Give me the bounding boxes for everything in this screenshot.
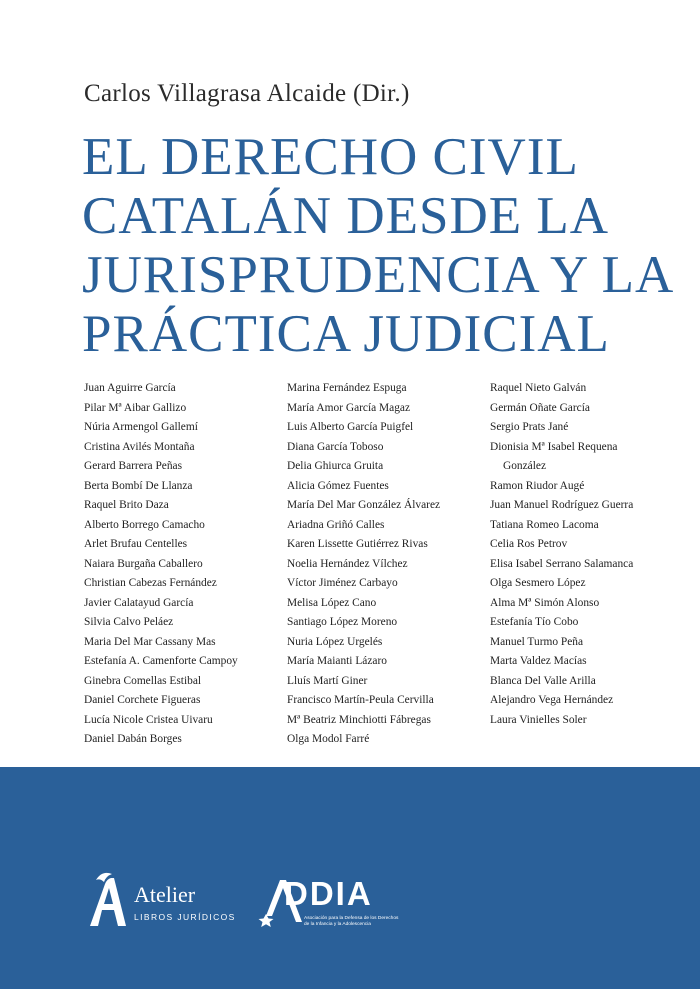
atelier-a-logo-icon [86, 870, 130, 932]
contributor-name: Manuel Turmo Peña [490, 635, 584, 648]
contributor-name: Elisa Isabel Serrano Salamanca [490, 557, 634, 570]
partner-subtitle-line: Asociación para la Defensa de los Derechos [304, 916, 399, 921]
book-title [82, 128, 682, 364]
contributors-column-2 [287, 379, 440, 750]
contributor-name: Silvia Calvo Peláez [84, 616, 174, 628]
contributor-name: Delia Ghiurca Gruita [287, 460, 384, 472]
contributor-name: Gerard Barrera Peñas [84, 460, 183, 472]
contributor-name: Juan Manuel Rodríguez Guerra [490, 499, 634, 511]
contributor-name-continued: González [503, 460, 547, 472]
contributor-name: Karen Lissette Gutiérrez Rivas [287, 538, 428, 550]
contributor-name: Tatiana Romeo Lacoma [490, 518, 599, 531]
contributor-name: María Maianti Lázaro [287, 655, 387, 667]
contributor-name: Daniel Dabán Borges [84, 733, 182, 745]
contributor-name: Naiara Burgaña Caballero [84, 557, 203, 570]
contributor-name: Melisa López Cano [287, 596, 377, 609]
partner-name: DDIA [284, 875, 373, 912]
title-line: EL DERECHO CIVIL [82, 128, 579, 186]
contributor-name: Alma Mª Simón Alonso [490, 596, 600, 609]
contributor-name: Alejandro Vega Hernández [490, 694, 614, 706]
partner-subtitle [304, 916, 434, 928]
contributor-name: Diana García Toboso [287, 440, 384, 453]
contributor-name: Víctor Jiménez Carbayo [287, 577, 398, 589]
contributor-name: Luis Alberto García Puigfel [287, 421, 414, 433]
contributor-name: Ramon Riudor Augé [490, 479, 585, 492]
contributors-column-1 [84, 379, 238, 750]
contributor-name: Dionisia Mª Isabel Requena [490, 440, 618, 453]
contributor-name: Olga Sesmero López [490, 577, 586, 589]
contributor-name: Daniel Corchete Figueras [84, 694, 201, 706]
contributor-name: Alberto Borrego Camacho [84, 518, 205, 531]
contributor-name: Núria Armengol Gallemí [84, 421, 198, 433]
atelier-logo [86, 872, 246, 932]
contributor-name: Nuria López Urgelés [287, 635, 383, 648]
author-line: Carlos Villagrasa Alcaide (Dir.) [84, 80, 410, 107]
title-line: PRÁCTICA JUDICIAL [82, 305, 610, 363]
publisher-name: Atelier [134, 882, 196, 907]
contributor-name: Blanca Del Valle Arilla [490, 674, 596, 687]
contributor-name: Estefanía A. Camenforte Campoy [84, 655, 238, 667]
partner-subtitle-line: de la Infancia y la Adolescencia [304, 922, 371, 927]
contributor-name: Celia Ros Petrov [490, 538, 568, 550]
addia-logo [258, 875, 428, 938]
contributor-name: Alicia Gómez Fuentes [287, 479, 389, 492]
contributor-name: María Del Mar González Álvarez [287, 499, 441, 511]
contributor-name: Mª Beatriz Minchiotti Fábregas [287, 713, 431, 726]
contributor-name: Marta Valdez Macías [490, 655, 587, 667]
contributor-name: Lucía Nicole Cristea Uivaru [84, 713, 213, 726]
title-line: JURISPRUDENCIA Y LA [82, 246, 675, 304]
contributors-column-3 [490, 379, 633, 730]
contributor-name: Olga Modol Farré [287, 733, 370, 745]
contributor-name: Raquel Brito Daza [84, 499, 169, 511]
contributor-name: Maria Del Mar Cassany Mas [84, 635, 216, 648]
contributor-name: Estefanía Tío Cobo [490, 616, 579, 628]
contributor-name: Laura Vinielles Soler [490, 713, 587, 726]
contributor-name: Arlet Brufau Centelles [84, 538, 188, 550]
contributor-name: Germán Oñate García [490, 401, 590, 414]
contributor-name: Javier Calatayud García [84, 596, 194, 609]
contributor-name: Noelia Hernández Vílchez [287, 557, 408, 570]
contributor-name: Raquel Nieto Galván [490, 382, 587, 394]
contributor-name: Pilar Mª Aibar Gallizo [84, 401, 187, 414]
contributor-name: Sergio Prats Jané [490, 421, 569, 433]
contributor-name: Francisco Martín-Peula Cervilla [287, 694, 434, 706]
title-line: CATALÁN DESDE LA [82, 187, 610, 245]
contributor-name: Cristina Avilés Montaña [84, 440, 195, 453]
contributor-name: María Amor García Magaz [287, 401, 411, 414]
contributor-name: Ariadna Griñó Calles [287, 518, 385, 531]
contributor-name: Lluís Martí Giner [287, 674, 368, 687]
contributor-name: Marina Fernández Espuga [287, 382, 407, 394]
publisher-subtitle: LIBROS JURÍDICOS [134, 912, 236, 922]
contributor-name: Juan Aguirre García [84, 382, 176, 394]
contributor-name: Santiago López Moreno [287, 616, 398, 628]
contributor-name: Ginebra Comellas Estibal [84, 674, 202, 687]
contributor-name: Christian Cabezas Fernández [84, 577, 217, 589]
contributor-name: Berta Bombí De Llanza [84, 479, 193, 492]
